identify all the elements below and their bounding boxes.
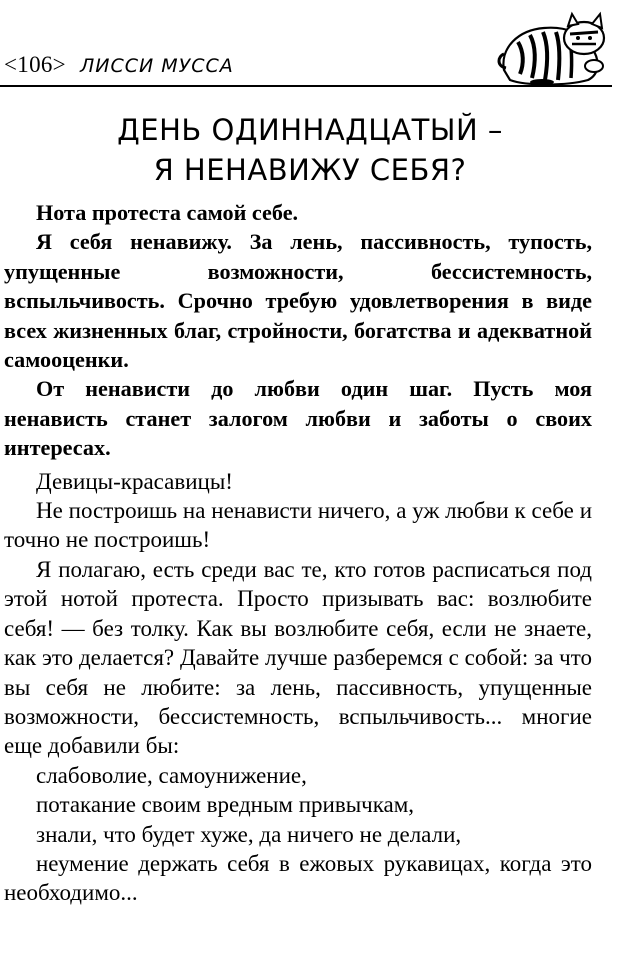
list-item: потакание своим вредным привычкам, — [36, 792, 415, 818]
chapter-title-line-1: ДЕНЬ ОДИННАДЦАТЫЙ – — [117, 113, 503, 147]
list-item: неумение держать себя в ежовых рукавицах, когда это необходимо... — [4, 850, 592, 906]
header-rule — [0, 85, 612, 87]
paragraph: Не построишь на ненависти ничего, а уж любви к себе и точно не построишь! — [4, 498, 592, 553]
paragraph-note-title: Нота протеста самой себе. — [36, 200, 299, 225]
paragraph-note-closing: От ненависти до любви один шаг. Пусть моя ненависть станет залогом любви и заботы о своих интересах. — [4, 376, 592, 461]
chapter-title — [40, 110, 580, 190]
chapter-title-line-2: Я НЕНАВИЖУ СЕБЯ? — [153, 153, 467, 187]
cat-illustration — [496, 8, 614, 86]
list-item: знали, что будет хуже, да ничего не делали, — [36, 821, 462, 847]
paragraph-greeting: Девицы-красавицы! — [36, 468, 233, 494]
paragraph-note-body: Я себя ненавижу. За лень, пассивность, тупость, упущенные возможности, бессистемность, вспыльчивость. Срочно требую удовлетворения в виде всех жизненных благ, стройности, богатства и адекватной самооценки. — [4, 229, 592, 373]
paragraph: Я полагаю, есть среди вас те, кто готов расписаться под этой нотой протеста. Просто призывать вас: возлюбите себя! — без толку. Как вы возлюбите себя, если не знаете, как это делается? Давайте лучше разберемся с собой: за что вы себя не любите: за лень, пассивность, упущенные возможности, бессистемность, вспыльчивость... многие еще добавили бы: — [4, 556, 592, 759]
body-text — [4, 198, 592, 908]
list-item: слабоволие, самоунижение, — [36, 762, 307, 788]
running-header — [4, 52, 234, 82]
page-number: <106> — [4, 52, 66, 77]
running-title: ЛИССИ МУССА — [79, 55, 234, 77]
